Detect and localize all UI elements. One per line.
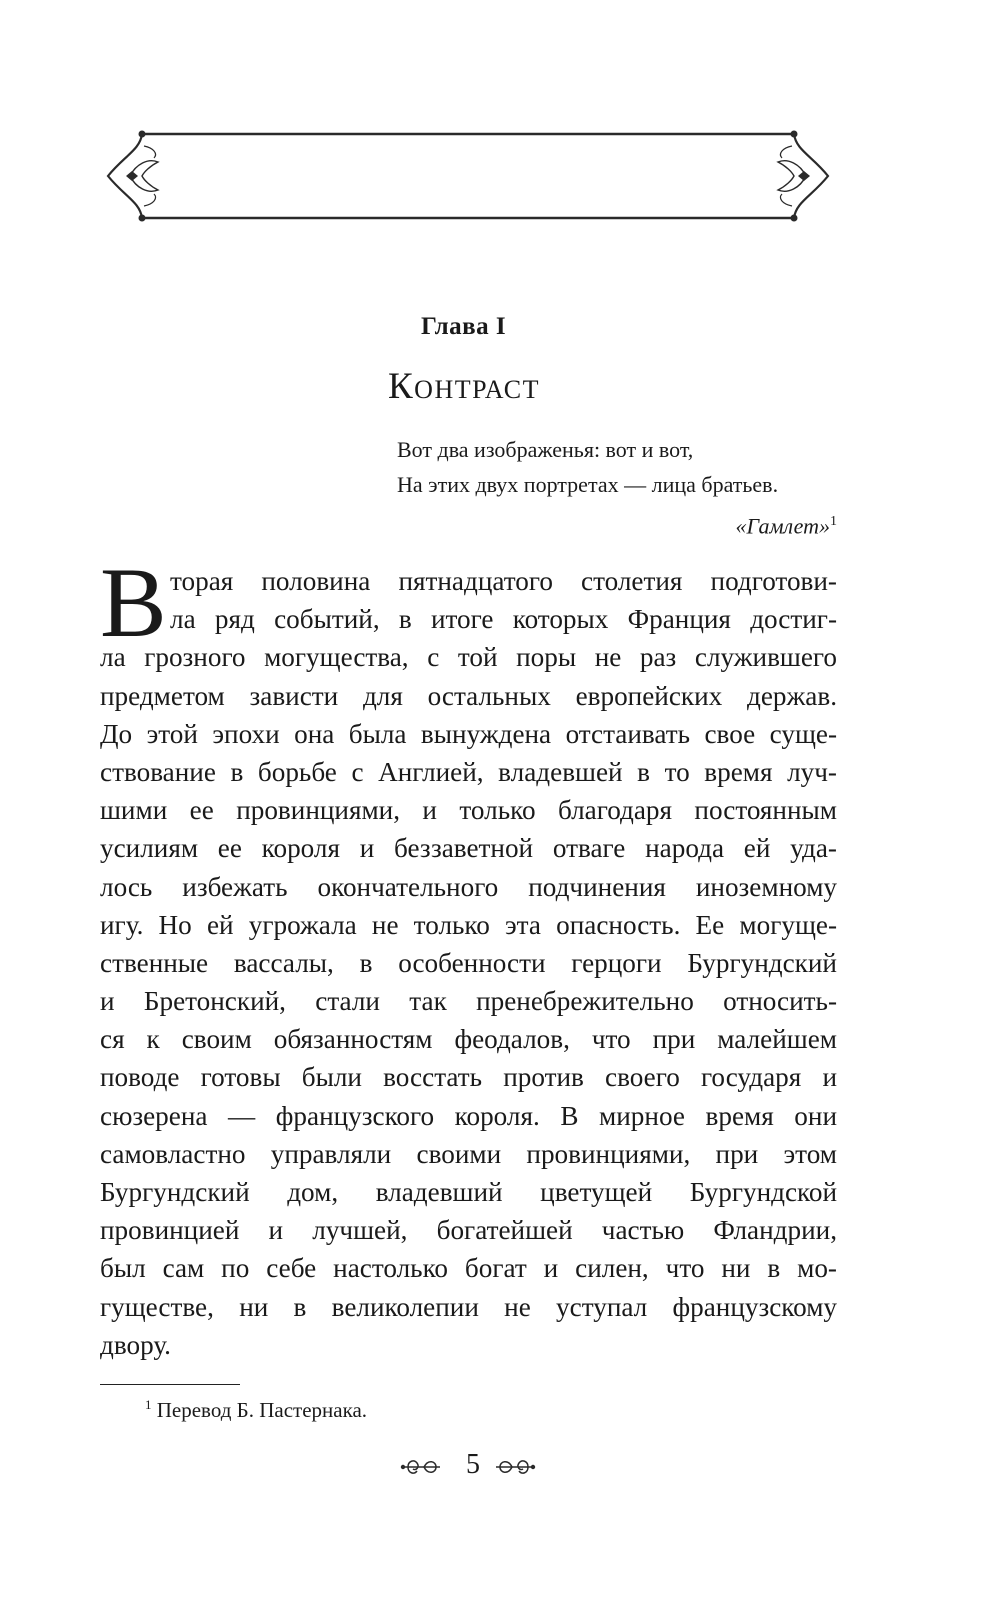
footnote-reference: 1: [830, 514, 837, 529]
body-line: предметом зависти для остальных европейских держав.: [100, 680, 837, 711]
body-line: До этой эпохи она была вынуждена отстаивать свое суще-: [100, 718, 837, 749]
body-line: усилиям ее короля и беззаветной отваге народа ей уда-: [100, 833, 837, 864]
body-line: ся к своим обязанностям феодалов, что при малейшем: [100, 1024, 837, 1055]
drop-cap: В: [100, 547, 167, 658]
body-line: ла грозного могущества, с той поры не раз служившего: [100, 642, 837, 673]
chapter-title: Контраст: [388, 366, 540, 407]
body-line: лось избежать окончательного подчинения иноземному: [100, 871, 837, 902]
epigraph-source-title: «Гамлет»: [735, 513, 830, 539]
body-line: поводе готовы были восстать против своего государя и: [100, 1062, 837, 1093]
body-line: Бургундский дом, владевший цветущей Бургундской: [100, 1177, 837, 1207]
body-line: ствование в борьбе с Англией, владевшей в то время луч-: [100, 756, 837, 787]
folio-ornament-left-icon: [400, 1455, 442, 1479]
body-line: торая половина пятнадцатого столетия подготови-: [170, 566, 837, 596]
body-line: самовластно управляли своими провинциями, при этом: [100, 1138, 837, 1169]
body-line: был сам по себе настолько богат и силен, что ни в мо-: [100, 1253, 837, 1284]
body-line: игу. Но ей угрожала не только эта опасность. Ее могуще-: [100, 909, 837, 940]
footnote-text: Перевод Б. Пастернака.: [156, 1398, 368, 1422]
body-line: ла ряд событий, в итоге которых Франция достиг-: [170, 604, 837, 635]
body-line: провинцией и лучшей, богатейшей частью Фландрии,: [100, 1215, 837, 1246]
epigraph-line: На этих двух портретах — лица братьев.: [397, 472, 779, 497]
page-number: 5: [466, 1449, 480, 1480]
chapter-label: Глава I: [421, 313, 507, 340]
epigraph: [397, 432, 837, 543]
body-line: гуществе, ни в великолепии не уступал французскому: [100, 1291, 837, 1322]
body-line: и Бретонский, стали так пренебрежительно относить-: [100, 986, 837, 1017]
epigraph-line: Вот два изображенья: вот и вот,: [397, 437, 694, 462]
body-line: ственные вассалы, в особенности герцоги Бургундский: [100, 947, 837, 978]
footnote-mark: 1: [145, 1397, 152, 1412]
body-line: сюзерена — французского короля. В мирное время они: [100, 1100, 837, 1131]
body-line: двору.: [100, 1329, 171, 1360]
epigraph-source: [397, 504, 837, 543]
body-line: шими ее провинциями, и только благодаря постоянным: [100, 795, 837, 826]
body-text: [100, 547, 837, 1364]
footnote-rule: [100, 1384, 240, 1385]
footnote: [145, 1397, 367, 1423]
folio-ornament-right-icon: [494, 1455, 536, 1479]
ornamental-header-frame: [100, 128, 836, 224]
